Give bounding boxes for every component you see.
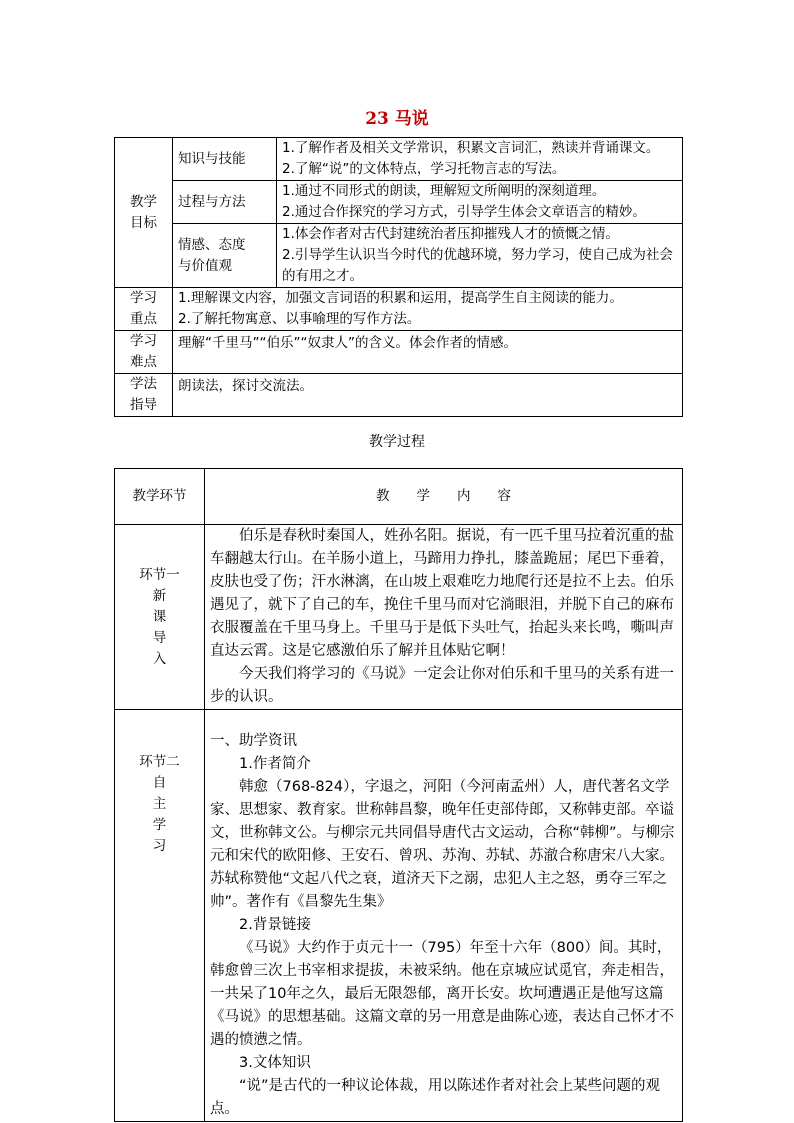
- process-header-stage: 教学环节: [115, 469, 205, 525]
- method-label: 学法 指导: [115, 374, 173, 417]
- stage1-content: 伯乐是春秋时秦国人，姓孙名阳。据说，有一匹千里马拉着沉重的盐车翻越太行山。在羊肠小道上，马蹄用力挣扎，膝盖跪屈；尾巴下垂着，皮肤也受了伤；汗水淋漓，在山坡上艰难吃力地爬行还是拉不上去。伯乐遇见了，就下了自己的车，挽住千里马而对它淌眼泪，并脱下自己的麻布衣服覆盖在千里马身上。千里马于是低下头吐气，抬起头来长鸣，嘶叫声直达云霄。这是它感激伯乐了解并且体贴它啊！ 今天我们将学习的《马说》一定会让你对伯乐和千里马的关系有进一步的认识。: [205, 525, 683, 710]
- focus-label: 学习 重点: [115, 288, 173, 331]
- objectives-label: 教学 目标: [115, 138, 173, 288]
- genre-heading: 3.文体知识: [239, 1055, 311, 1071]
- objective-category-knowledge: 知识与技能: [173, 138, 277, 181]
- difficulty-content: 理解“千里马”“伯乐”“奴隶人”的含义。体会作者的情感。: [173, 331, 683, 374]
- stage2-heading: 一、助学资讯: [210, 733, 297, 749]
- stage2-label: 环节二 自 主 学 习: [115, 710, 205, 1122]
- stage2-content: [205, 710, 683, 1122]
- stage1-label: 环节一 新 课 导 入: [115, 525, 205, 710]
- background-heading: 2.背景链接: [239, 917, 311, 933]
- method-content: 朗读法，探讨交流法。: [173, 374, 683, 417]
- author-text: 韩愈（768-824），字退之，河阳（今河南孟州）人，唐代著名文学家、思想家、教育家。世称韩昌黎，晚年任吏部侍郎，又称韩吏部。卒谥文，世称韩文公。与柳宗元共同倡导唐代古文运动，合称“韩柳”。与柳宗元和宋代的欧阳修、王安石、曾巩、苏洵、苏轼、苏澈合称唐宋八大家。苏轼称赞他“文起八代之衰，道济天下之溺，忠犯人主之怒，勇夺三军之帅”。著作有《昌黎先生集》: [210, 779, 675, 910]
- process-table: [114, 468, 683, 1122]
- genre-text: “说”是古代的一种议论体裁，用以陈述作者对社会上某些问题的观点。: [210, 1078, 661, 1117]
- objective-category-emotion: 情感、态度 与价值观: [173, 224, 277, 288]
- objectives-table: [114, 137, 683, 417]
- author-heading: 1.作者简介: [239, 756, 311, 772]
- process-header-content: 教 学 内 容: [205, 469, 683, 525]
- page-title: 23 马说: [365, 109, 429, 129]
- objective-content-process: 1.通过不同形式的朗读，理解短文所阐明的深刻道理。 2.通过合作探究的学习方式，引导学生体会文章语言的精妙。: [277, 181, 683, 224]
- focus-content: 1.理解课文内容，加强文言词语的积累和运用，提高学生自主阅读的能力。 2.了解托物寓意、以事喻理的写作方法。: [173, 288, 683, 331]
- objective-content-emotion: 1.体会作者对古代封建统治者压抑摧残人才的愤慨之情。 2.引导学生认识当今时代的优越环境，努力学习，使自己成为社会的有用之才。: [277, 224, 683, 288]
- difficulty-label: 学习 难点: [115, 331, 173, 374]
- objective-category-process: 过程与方法: [173, 181, 277, 224]
- objective-content-knowledge: 1.了解作者及相关文学常识，积累文言词汇，熟读并背诵课文。 2.了解“说”的文体特点，学习托物言志的写法。: [277, 138, 683, 181]
- section-title: 教学过程: [369, 434, 425, 450]
- background-text: 《马说》大约作于贞元十一（795）年至十六年（800）间。其时，韩愈曾三次上书宰相求提拔，未被采纳。他在京城应试觅官，奔走相告，一共呆了10年之久，最后无限怨郁，离开长安。坎坷遭遇正是他写这篇《马说》的思想基础。这篇文章的另一用意是曲陈心迹，表达自己怀才不遇的愤懑之情。: [210, 940, 674, 1048]
